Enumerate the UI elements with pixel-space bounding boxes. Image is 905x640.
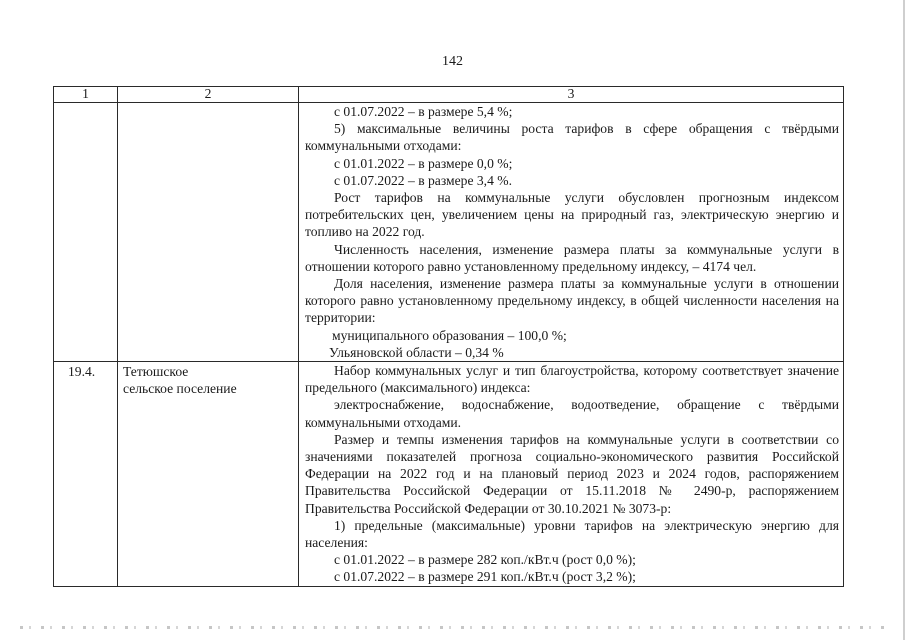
- table-row: [54, 103, 844, 362]
- description-cell: [299, 362, 844, 587]
- text-line: с 01.07.2022 – в размере 3,4 %.: [334, 172, 512, 188]
- text-paragraph: электроснабжение, водоснабжение, водоотведение, обращение с твёрдыми коммунальными отходами.: [305, 397, 839, 430]
- row-number-cell: 19.4.: [54, 362, 118, 587]
- table-header-row: [54, 87, 844, 103]
- description-cell: [299, 103, 844, 362]
- text-paragraph: Размер и темпы изменения тарифов на коммунальные услуги в соответствии со значениями показателей прогноза социально-экономического развития Российской Федерации на 2022 год и на плановый период 2023 и 2024 годов, распоряжением Правительства Российской Федерации от 15.11.2018 № 2490-р, распоряжением Правительства Российской Федерации от 30.10.2021 № 3073-р:: [305, 431, 839, 516]
- text-paragraph: Численность населения, изменение размера платы за коммунальные услуги в отношении которого равно установленному предельному индексу, – 4174 чел.: [305, 241, 839, 274]
- tariff-table: [53, 86, 844, 587]
- text-paragraph: Рост тарифов на коммунальные услуги обусловлен прогнозным индексом потребительских цен, увеличением цены на природный газ, электрическую энергию и топливо на 2022 год.: [305, 190, 839, 240]
- settlement-name-cell: [118, 103, 299, 362]
- text-line: с 01.07.2022 – в размере 5,4 %;: [334, 104, 513, 119]
- column-header-1: 1: [54, 87, 118, 103]
- column-header-2: 2: [118, 87, 299, 103]
- text-line: с 01.07.2022 – в размере 291 коп./кВт.ч (рост 3,2 %);: [334, 569, 636, 585]
- text-line: с 01.01.2022 – в размере 282 коп./кВт.ч (рост 0,0 %);: [334, 552, 636, 568]
- column-header-3: 3: [299, 87, 844, 103]
- scan-noise-strip: [20, 626, 890, 629]
- text-line: с 01.01.2022 – в размере 0,0 %;: [334, 155, 513, 171]
- settlement-name-cell: [118, 362, 299, 587]
- text-paragraph: Набор коммунальных услуг и тип благоустройства, которому соответствует значение предельного (максимального) индекса:: [305, 363, 839, 396]
- text-line: Ульяновской области – 0,34 %: [329, 344, 504, 360]
- page-number: 142: [442, 54, 463, 69]
- text-line: муниципального образования – 100,0 %;: [332, 327, 567, 343]
- settlement-name-line: сельское поселение: [123, 381, 237, 397]
- table-row: [54, 362, 844, 587]
- settlement-name-line: Тетюшское: [123, 364, 189, 380]
- text-paragraph: Доля населения, изменение размера платы за коммунальные услуги в отношении которого равно установленному предельному индексу, в общей численности населения на территории:: [305, 276, 839, 326]
- row-number-cell: [54, 103, 118, 362]
- text-paragraph: 1) предельные (максимальные) уровни тарифов на электрическую энергию для населения:: [305, 517, 839, 551]
- text-paragraph: 5) максимальные величины роста тарифов в сфере обращения с твёрдыми коммунальными отходами:: [305, 121, 839, 154]
